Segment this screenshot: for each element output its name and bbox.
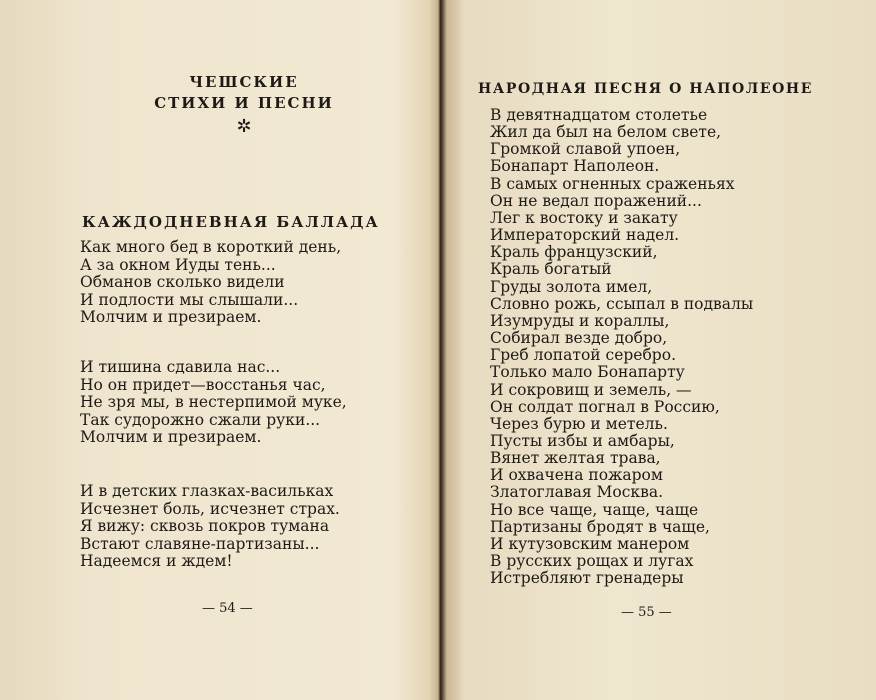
poem-line: Краль богатый bbox=[490, 260, 612, 279]
stanza-3 bbox=[80, 483, 340, 571]
poem-line: Изумруды и кораллы, bbox=[490, 311, 670, 330]
poem-line: Только мало Бонапарту bbox=[490, 363, 685, 382]
asterisk-ornament-icon: ✲ bbox=[236, 116, 252, 137]
poem-line: Он не ведал поражений... bbox=[490, 191, 702, 210]
poem-line: Лег к востоку и закату bbox=[490, 208, 678, 227]
poem-line: В самых огненных сраженьях bbox=[490, 174, 735, 193]
poem-line: Вянет желтая трава, bbox=[490, 449, 661, 468]
poem-line: Через бурю и метель. bbox=[490, 414, 668, 433]
poem-line: И тишина сдавила нас... bbox=[80, 358, 281, 376]
poem-line: Не зря мы, в нестерпимой муке, bbox=[80, 393, 347, 412]
poem-line: Императорский надел. bbox=[490, 226, 680, 245]
poem-line: Бонапарт Наполеон. bbox=[490, 157, 660, 176]
section-title-line-2: СТИХИ И ПЕСНИ bbox=[154, 94, 334, 112]
stanza-1 bbox=[80, 239, 341, 327]
stanza-2 bbox=[80, 359, 347, 447]
poem-line: И охвачена пожаром bbox=[490, 466, 663, 485]
poem-line: Греб лопатой серебро. bbox=[490, 346, 676, 365]
section-title-line-1: ЧЕШСКИЕ bbox=[189, 73, 299, 91]
poem-line: Но все чаще, чаще, чаще bbox=[490, 500, 699, 519]
poem-line: Громкой славой упоен, bbox=[490, 140, 681, 159]
poem-line: Надеемся и ждем! bbox=[80, 552, 233, 571]
poem-line: В девятнадцатом столетье bbox=[490, 106, 708, 124]
poem-line: Пусты избы и амбары, bbox=[490, 431, 675, 450]
poem-line: Обманов сколько видели bbox=[80, 273, 285, 292]
poem-line: Но он придет—восстанья час, bbox=[80, 375, 326, 394]
right-poem-title: НАРОДНАЯ ПЕСНЯ О НАПОЛЕОНЕ bbox=[478, 81, 813, 97]
poem-line: Словно рожь, ссыпал в подвалы bbox=[490, 294, 754, 313]
poem-line: Партизаны бродят в чаще, bbox=[490, 517, 710, 536]
page-number-right: — 55 — bbox=[621, 605, 672, 620]
poem-line: И сокровищ и земель, — bbox=[490, 380, 692, 399]
poem-line: Молчим и презираем. bbox=[80, 428, 262, 447]
poem-line: Собирал везде добро, bbox=[490, 329, 668, 348]
poem-line: И подлости мы слышали... bbox=[80, 290, 299, 309]
page-number-left: — 54 — bbox=[202, 601, 253, 616]
poem-line: Златоглавая Москва. bbox=[490, 483, 663, 502]
poem-line: Как много бед в короткий день, bbox=[80, 238, 342, 256]
poem-line: И кутузовским манером bbox=[490, 534, 690, 553]
poem-line: Исчезнет боль, исчезнет страх. bbox=[80, 499, 340, 518]
poem-line: Груды золота имел, bbox=[490, 277, 653, 296]
poem-line: Так судорожно сжали руки... bbox=[80, 410, 321, 429]
poem-line: Молчим и презираем. bbox=[80, 308, 262, 327]
poem-line: В русских рощах и лугах bbox=[490, 552, 694, 571]
poem-line: Я вижу: сквозь покров тумана bbox=[80, 517, 330, 536]
poem-line: Он солдат погнал в Россию, bbox=[490, 397, 720, 416]
poem-line: Встают славяне-партизаны... bbox=[80, 534, 320, 553]
poem-line: А за окном Иуды тень... bbox=[80, 255, 276, 274]
poem-line: И в детских глазках-васильках bbox=[80, 482, 334, 500]
left-poem-title: КАЖДОДНЕВНАЯ БАЛЛАДА bbox=[82, 213, 380, 231]
right-poem-text bbox=[490, 107, 753, 587]
poem-line: Истребляют гренадеры bbox=[490, 569, 684, 588]
poem-line: Краль французский, bbox=[490, 243, 658, 262]
poem-line: Жил да был на белом свете, bbox=[490, 123, 722, 142]
